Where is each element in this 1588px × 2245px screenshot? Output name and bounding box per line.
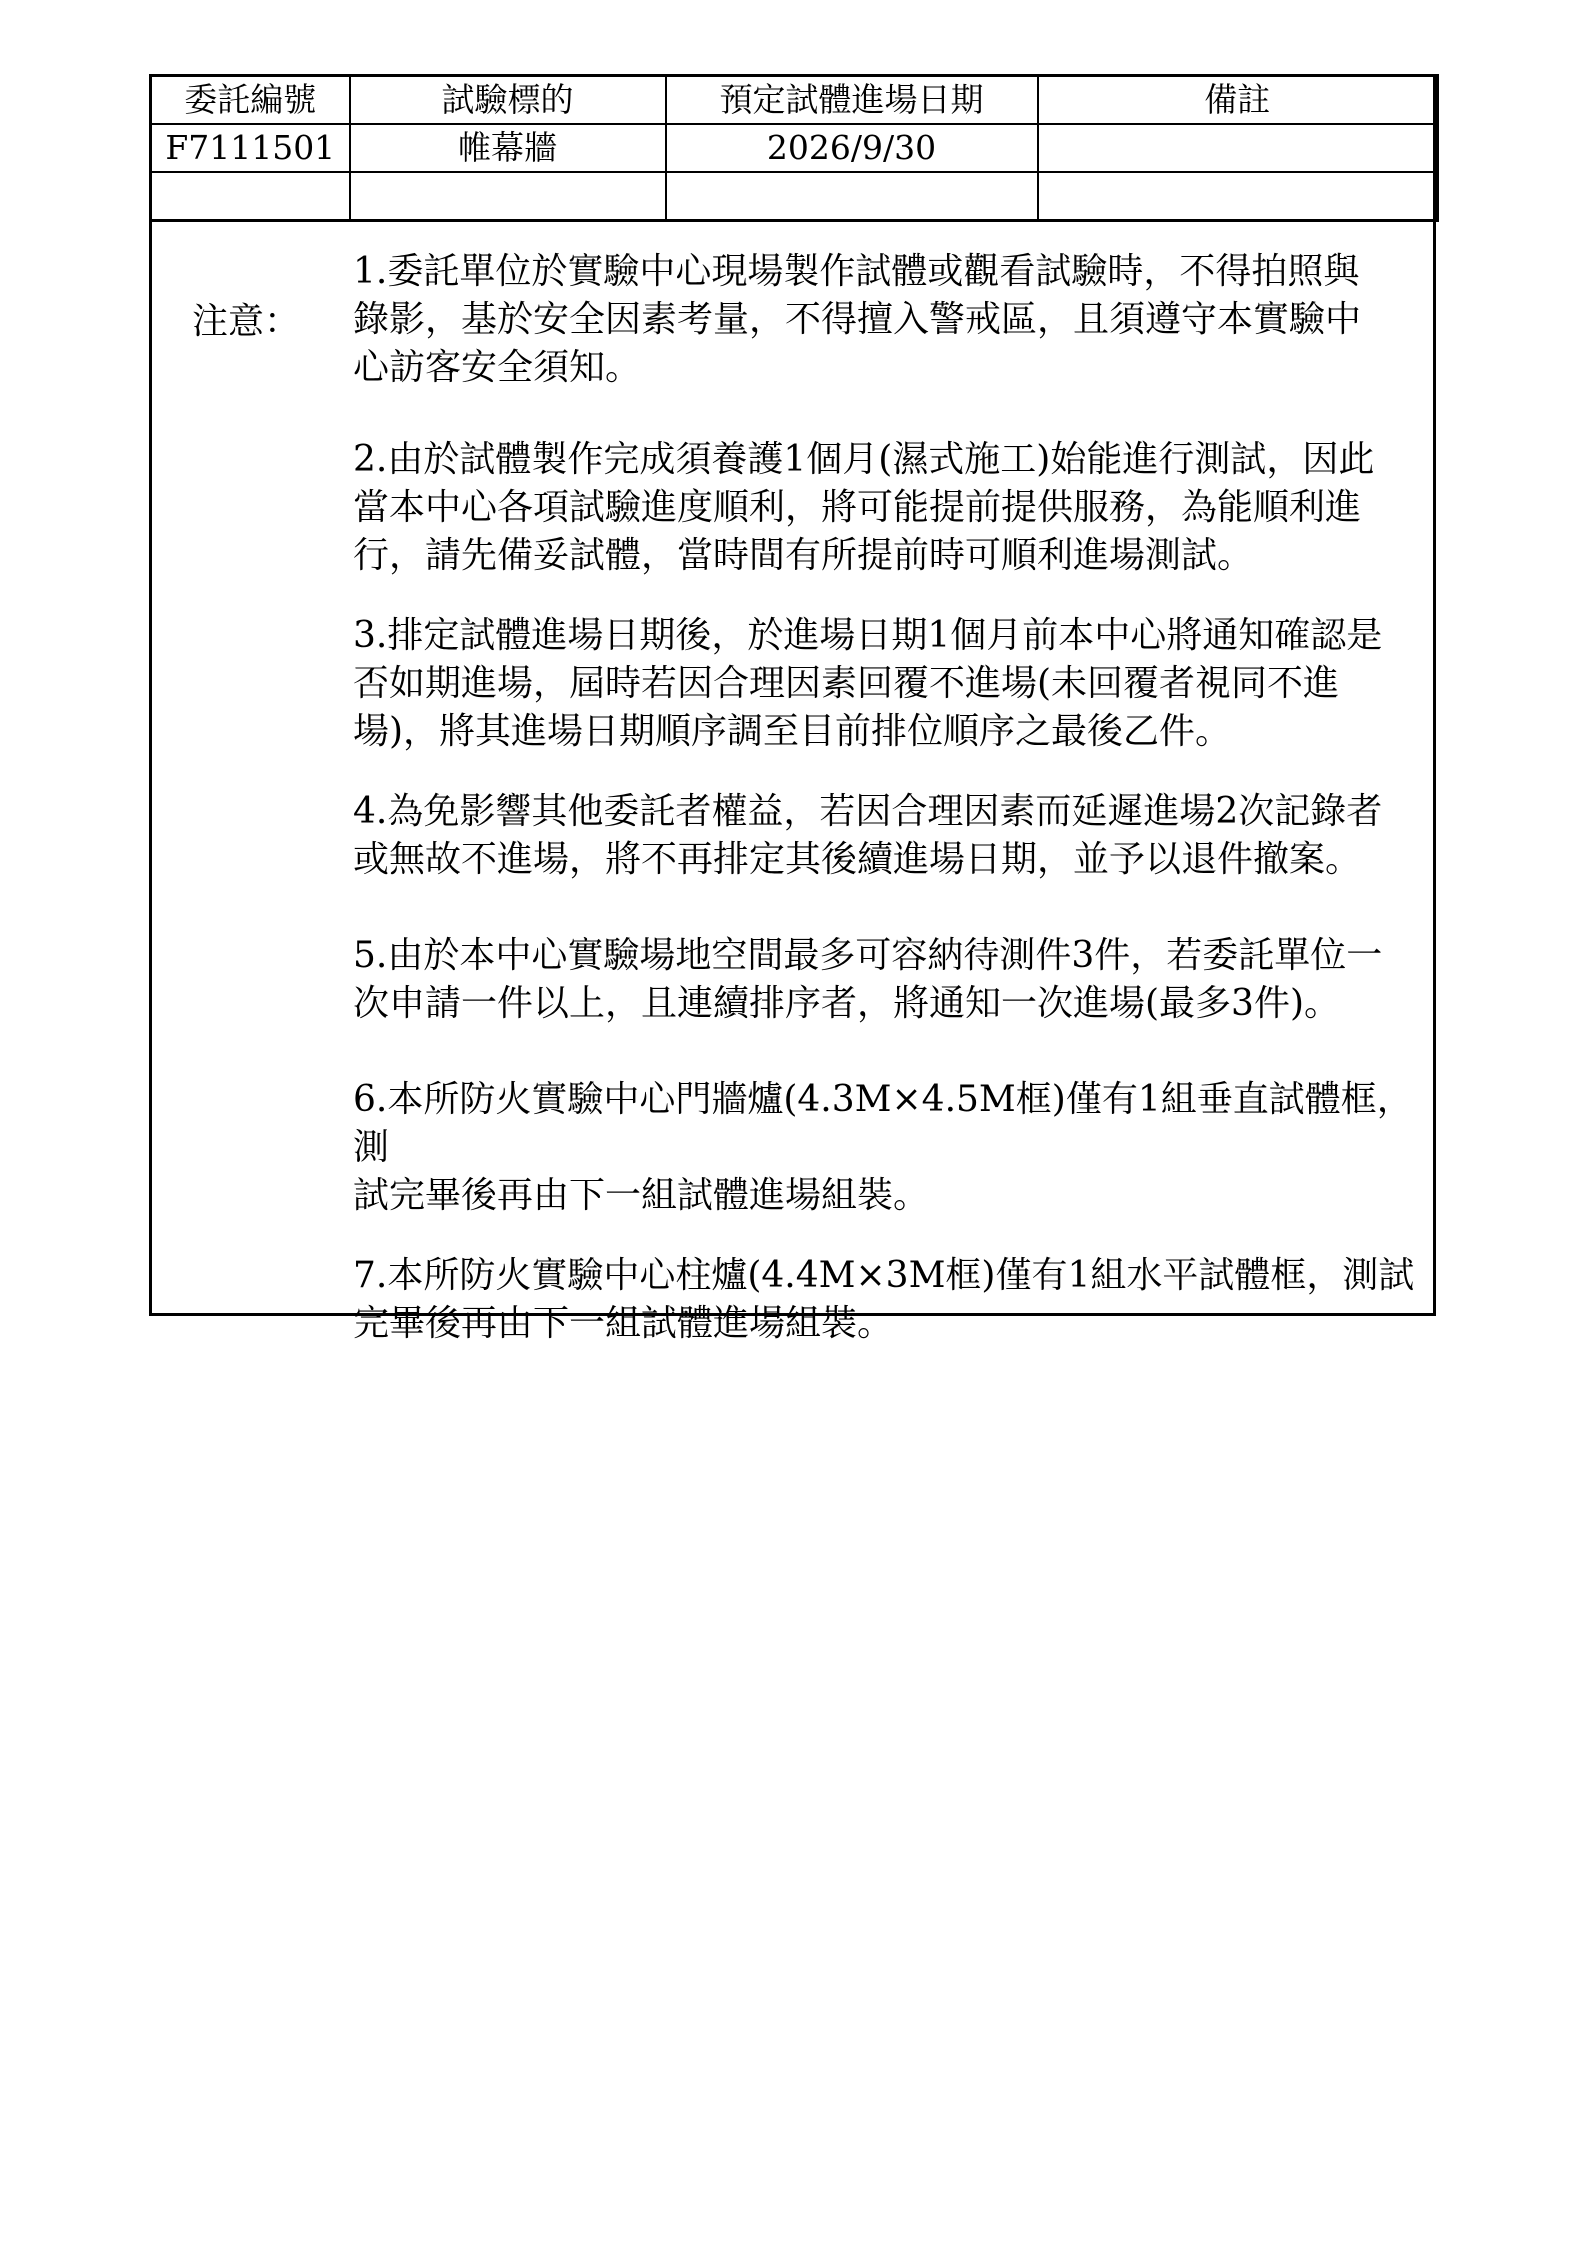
note-item: 5.由於本中心實驗場地空間最多可容納待測件3件，若委託單位一 次申請一件以上，且連續排序者，將通知一次進場(最多3件)。 [353, 935, 1383, 1024]
cell-commission-number: F7111501 [151, 124, 350, 172]
header-remarks: 備註 [1038, 76, 1438, 125]
note-item: 1.委託單位於實驗中心現場製作試體或觀看試驗時，不得拍照與 錄影，基於安全因素考量，不得擅入警戒區，且須遵守本實驗中 心訪客安全須知。 [353, 251, 1362, 388]
cell-test-subject: 帷幕牆 [350, 124, 666, 172]
notes-list [353, 248, 1431, 1348]
cell-scheduled-date [666, 172, 1038, 221]
header-scheduled-date: 預定試體進場日期 [666, 76, 1038, 125]
note-item: 3.排定試體進場日期後，於進場日期1個月前本中心將通知確認是 否如期進場，屆時若因合理因素回覆不進場(未回覆者視同不進 場)，將其進場日期順序調至目前排位順序之最後乙件。 [353, 615, 1383, 752]
cell-test-subject [350, 172, 666, 221]
commission-table [149, 74, 1439, 222]
note-item: 2.由於試體製作完成須養護1個月(濕式施工)始能進行測試，因此 當本中心各項試驗進度順利，將可能提前提供服務，為能順利進 行，請先備妥試體，當時間有所提前時可順利進場測試。 [353, 439, 1375, 576]
note-item: 6.本所防火實驗中心門牆爐(4.3M×4.5M框)僅有1組垂直試體框，測 試完畢後再由下一組試體進場組裝。 [353, 1079, 1413, 1216]
cell-commission-number [151, 172, 350, 221]
table-row [151, 124, 1438, 172]
notes-label: 注意： [192, 301, 301, 342]
header-commission-number: 委託編號 [151, 76, 350, 125]
note-item: 7.本所防火實驗中心柱爐(4.4M×3M框)僅有1組水平試體框，測試 完畢後再由下一組試體進場組裝。 [353, 1255, 1415, 1344]
note-item: 4.為免影響其他委託者權益，若因合理因素而延遲進場2次記錄者 或無故不進場，將不再排定其後續進場日期，並予以退件撤案。 [353, 791, 1383, 880]
cell-remarks [1038, 124, 1438, 172]
cell-remarks [1038, 172, 1438, 221]
table-row [151, 172, 1438, 221]
table-header-row [151, 76, 1438, 125]
header-test-subject: 試驗標的 [350, 76, 666, 125]
cell-scheduled-date: 2026/9/30 [666, 124, 1038, 172]
